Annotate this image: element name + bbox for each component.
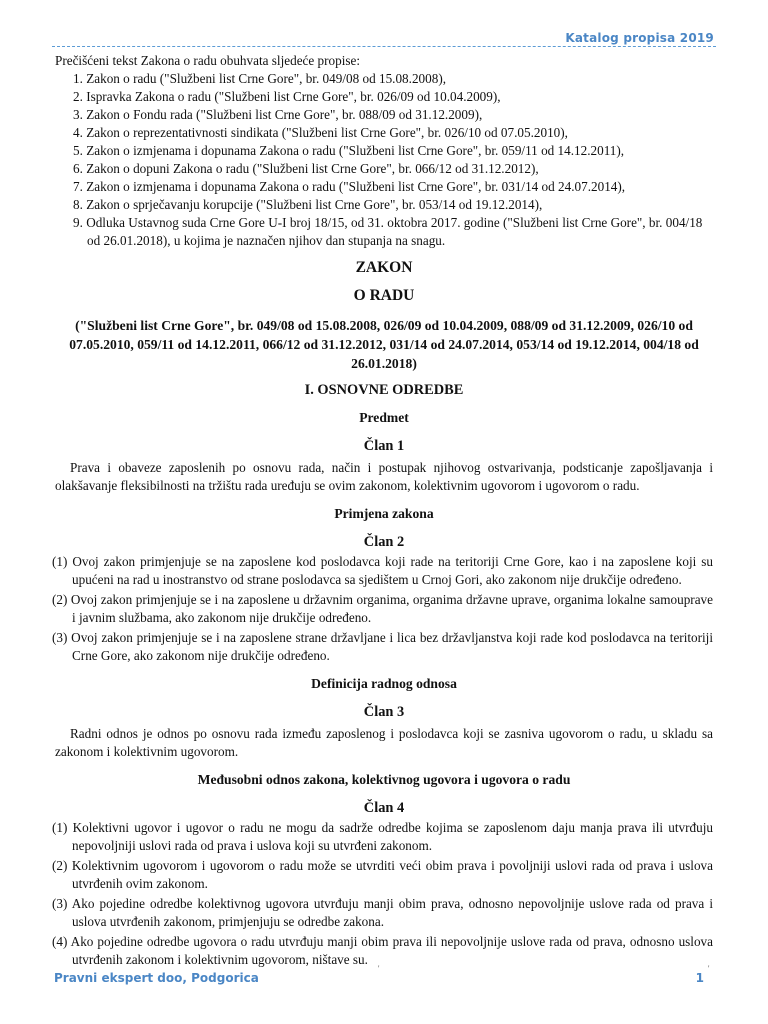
- article-paragraph: (3) Ako pojedine odredbe kolektivnog ugovora utvrđuju manji obim prava, odnosno nepovoljnije uslove rada od prava i uslova utvrđenih zakonom, primjenjuju se odredbe zakona.: [52, 896, 713, 929]
- article-paragraph: (2) Kolektivnim ugovorom i ugovorom o radu može se utvrditi veći obim prava i povoljniji uslovi rada od prava i uslova utvrđenih ovim zakonom.: [52, 858, 713, 891]
- article-paragraph: (4) Ako pojedine odredbe ugovora o radu utvrđuju manji obim prava ili nepovoljnije uslove rada od prava, odnosno uslova utvrđenih zakonom i kolektivnim ugovorom, ništave su.: [52, 934, 713, 967]
- article-paragraph: (2) Ovoj zakon primjenjuje se i na zaposlene u državnim organima, organima državne uprave, organima lokalne samouprave i javnim službama, ako zakonom nije drukčije određeno.: [52, 592, 713, 625]
- article-number: Član 4: [363, 800, 405, 816]
- article-paragraphs: [52, 553, 713, 665]
- amendment-item: 5. Zakon o izmjenama i dopunama Zakona o radu ("Službeni list Crne Gore", br. 059/11 od 14.12.2011),: [73, 143, 625, 158]
- intro-text: Prečišćeni tekst Zakona o radu obuhvata sljedeće propise:: [55, 53, 361, 68]
- footer-company: Pravni ekspert doo, Podgorica: [54, 971, 259, 985]
- page-header: [52, 30, 716, 47]
- document-body: [52, 52, 713, 969]
- amendment-item: 4. Zakon o reprezentativnosti sindikata ("Službeni list Crne Gore", br. 026/10 od 07.05.2010),: [73, 125, 568, 140]
- article-number: Član 1: [363, 438, 405, 454]
- chapter-heading: I. OSNOVNE ODREDBE: [304, 382, 464, 398]
- page-footer: [54, 971, 708, 985]
- article-paragraph: (1) Ovoj zakon primjenjuje se na zaposlene kod poslodavca koji rade na teritoriji Crne Gore, kao i na zaposlene koji su upućeni na rad u inostranstvo od strane poslodavca sa sjedištem u Crnoj Gori, ako zakonom nije drukčije određeno.: [52, 554, 713, 587]
- catalog-title: Katalog propisa 2019: [565, 31, 714, 45]
- article-text: Radni odnos je odnos po osnovu rada između zaposlenog i poslodavca koji se zasniva ugovorom o radu, u skladu sa zakonom i kolektivnim ugovorom.: [55, 726, 713, 759]
- amendment-item: 7. Zakon o izmjenama i dopunama Zakona o radu ("Službeni list Crne Gore", br. 031/14 od 24.07.2014),: [73, 179, 626, 194]
- article-number: Član 2: [363, 534, 405, 550]
- amendment-item: 1. Zakon o radu ("Službeni list Crne Gore", br. 049/08 od 15.08.2008),: [73, 71, 447, 86]
- article-heading: Predmet: [359, 410, 409, 425]
- amendment-item: 8. Zakon o sprječavanju korupcije ("Službeni list Crne Gore", br. 053/14 od 19.12.2014),: [73, 197, 543, 212]
- page-number: 1: [695, 971, 704, 985]
- law-title: ZAKON: [355, 259, 413, 276]
- article-heading: Primjena zakona: [334, 506, 434, 521]
- article-heading: Definicija radnog odnosa: [311, 676, 457, 691]
- amendment-item: 3. Zakon o Fondu rada ("Službeni list Crne Gore", br. 088/09 od 31.12.2009),: [73, 107, 483, 122]
- amendments-list: [55, 70, 713, 250]
- footer-tick-mark: ': [378, 964, 380, 973]
- article-text: Prava i obaveze zaposlenih po osnovu rada, način i postupak njihovog ostvarivanja, podsticanje zapošljavanja i olakšavanje fleksibilnosti na tržištu rada uređuju se ovim zakonom, kolektivnim ugovorom i ugovorom o radu.: [55, 460, 713, 493]
- law-subtitle: O RADU: [353, 287, 415, 304]
- footer-tick-mark: ': [708, 964, 710, 973]
- article-heading: Međusobni odnos zakona, kolektivnog ugovora i ugovora o radu: [197, 772, 571, 787]
- article-paragraph: (1) Kolektivni ugovor i ugovor o radu ne mogu da sadrže odredbe kojima se zaposlenom daju manja prava ili utvrđuju nepovoljniji uslovi rada od prava i uslova koji su utvrđeni zakonom.: [52, 820, 713, 853]
- amendment-item: 9. Odluka Ustavnog suda Crne Gore U-I broj 18/15, od 31. oktobra 2017. godine ("Službeni list Crne Gore", br. 004/18 od 26.01.2018), u kojima je naznačen njihov dan stupanja na snagu.: [73, 215, 703, 248]
- article-paragraph: (3) Ovoj zakon primjenjuje se i na zaposlene strane državljane i lica bez državljanstva koji rade kod poslodavca na teritoriji Crne Gore, ako zakonom nije drukčije određeno.: [52, 630, 713, 663]
- article-paragraphs: [52, 819, 713, 969]
- gazette-reference: ("Službeni list Crne Gore", br. 049/08 od 15.08.2008, 026/09 od 10.04.2009, 088/09 od 31.12.2009, 026/10 od 07.05.2010, 059/11 od 14.12.2011, 066/12 od 31.12.2012, 031/14 od 24.07.2014, 053/14 od 19.12.2014, 004/18 od 26.01.2018): [69, 318, 699, 371]
- amendment-item: 6. Zakon o dopuni Zakona o radu ("Službeni list Crne Gore", br. 066/12 od 31.12.2012),: [73, 161, 539, 176]
- amendment-item: 2. Ispravka Zakona o radu ("Službeni list Crne Gore", br. 026/09 od 10.04.2009),: [73, 89, 501, 104]
- article-number: Član 3: [363, 704, 405, 720]
